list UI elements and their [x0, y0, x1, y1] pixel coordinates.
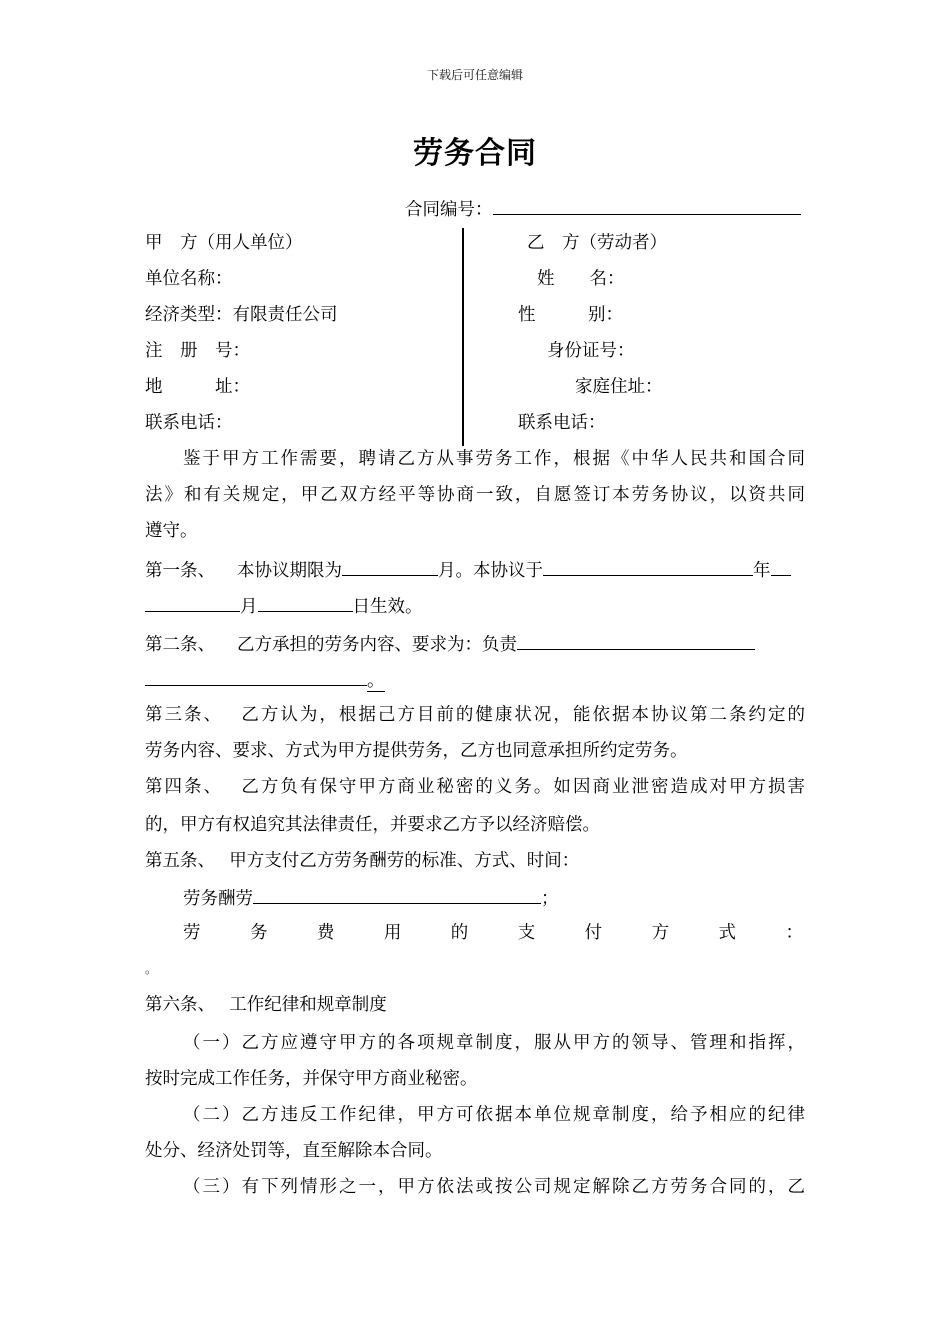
preamble-line-1: 鉴于甲方工作需要，聘请乙方从事劳务工作，根据《中华人民共和国合同 — [183, 449, 805, 469]
article-2-end: 。 — [367, 671, 385, 691]
article-6-item-3-line-1: （三）有下列情形之一，甲方依法或按公司规定解除乙方劳务合同的，乙 — [183, 1177, 805, 1197]
remuneration-label: 劳务酬劳 — [183, 889, 253, 909]
party-b-name: 姓 名： — [537, 269, 625, 289]
preamble-line-2: 法》和有关规定，甲乙双方经平等协商一致，自愿签订本劳务协议，以资共同 — [145, 485, 805, 505]
effective-month-blank-start[interactable] — [771, 557, 791, 576]
party-a-address: 地 址： — [145, 377, 250, 397]
remuneration-end: ； — [541, 889, 559, 909]
party-a-company-name: 单位名称： — [145, 269, 233, 289]
contract-number-label: 合同编号： — [405, 200, 493, 220]
article-6-item-1-line-2: 按时完成工作任务，并保守甲方商业秘密。 — [145, 1069, 478, 1089]
contract-number-blank[interactable] — [493, 196, 801, 215]
preamble-line-3: 遵守。 — [145, 521, 198, 541]
contract-number-row — [405, 196, 801, 222]
party-b-home-address: 家庭住址： — [575, 377, 663, 397]
article-1-line-1 — [145, 557, 791, 583]
party-a-phone: 联系电话： — [145, 413, 233, 433]
article-1-text-1: 本协议期限为 — [237, 561, 342, 581]
party-b-gender: 性 别： — [518, 305, 623, 325]
article-2-line-2 — [145, 667, 385, 693]
service-content-blank-2[interactable] — [145, 667, 367, 686]
article-1-line-2 — [145, 593, 423, 619]
article-6-heading: 第六条、 工作纪律和规章制度 — [145, 995, 387, 1015]
party-b-id-number: 身份证号： — [547, 341, 635, 361]
article-5-line-1: 第五条、 甲方支付乙方劳务酬劳的标准、方式、时间： — [145, 851, 580, 871]
party-a-heading: 甲 方（用人单位） — [145, 233, 303, 253]
article-1-text-5: 日生效。 — [352, 597, 423, 617]
article-6-item-2-line-1: （二）乙方违反工作纪律，甲方可依据本单位规章制度，给予相应的纪律 — [183, 1105, 805, 1125]
article-6-item-2-line-2: 处分、经济处罚等，直至解除本合同。 — [145, 1141, 443, 1161]
article-2-line-1 — [145, 631, 755, 657]
article-4-line-2: 的，甲方有权追究其法律责任，并要求乙方予以经济赔偿。 — [145, 815, 600, 835]
party-a-economic-type: 经济类型：有限责任公司 — [145, 305, 338, 325]
article-2-text: 乙方承担的劳务内容、要求为：负责 — [237, 635, 517, 655]
term-months-blank[interactable] — [342, 557, 438, 576]
party-a-registration-no: 注 册 号： — [145, 341, 250, 361]
remuneration-row — [183, 885, 559, 911]
payment-method-label: 劳 务 费 用 的 支 付 方 式 ： — [183, 923, 803, 943]
party-divider — [462, 228, 464, 446]
article-1-text-3: 年 — [753, 561, 771, 581]
remuneration-blank[interactable] — [253, 885, 541, 904]
article-1-text-4: 月 — [240, 597, 258, 617]
document-title: 劳务合同 — [413, 136, 537, 171]
service-content-blank[interactable] — [517, 631, 755, 650]
article-3-line-1: 第三条、 乙方认为，根据己方目前的健康状况，能依据本协议第二条约定的 — [145, 705, 805, 725]
article-3-line-2: 劳务内容、要求、方式为甲方提供劳务，乙方也同意承担所约定劳务。 — [145, 741, 688, 761]
effective-month-blank[interactable] — [145, 593, 240, 612]
header-note: 下载后可任意编辑 — [426, 68, 523, 82]
article-4-line-1: 第四条、 乙方负有保守甲方商业秘密的义务。如因商业泄密造成对甲方损害 — [145, 777, 805, 797]
article-2-label: 第二条、 — [145, 635, 215, 655]
effective-day-blank[interactable] — [258, 593, 353, 612]
effective-year-blank[interactable] — [543, 557, 753, 576]
article-1-label: 第一条、 — [145, 561, 215, 581]
article-6-item-1-line-1: （一）乙方应遵守甲方的各项规章制度，服从甲方的领导、管理和指挥， — [183, 1033, 805, 1053]
article-1-text-2: 月。本协议于 — [438, 561, 543, 581]
party-b-phone: 联系电话： — [518, 413, 606, 433]
payment-method-end: 。 — [145, 962, 158, 976]
party-b-heading: 乙 方（劳动者） — [527, 233, 667, 253]
